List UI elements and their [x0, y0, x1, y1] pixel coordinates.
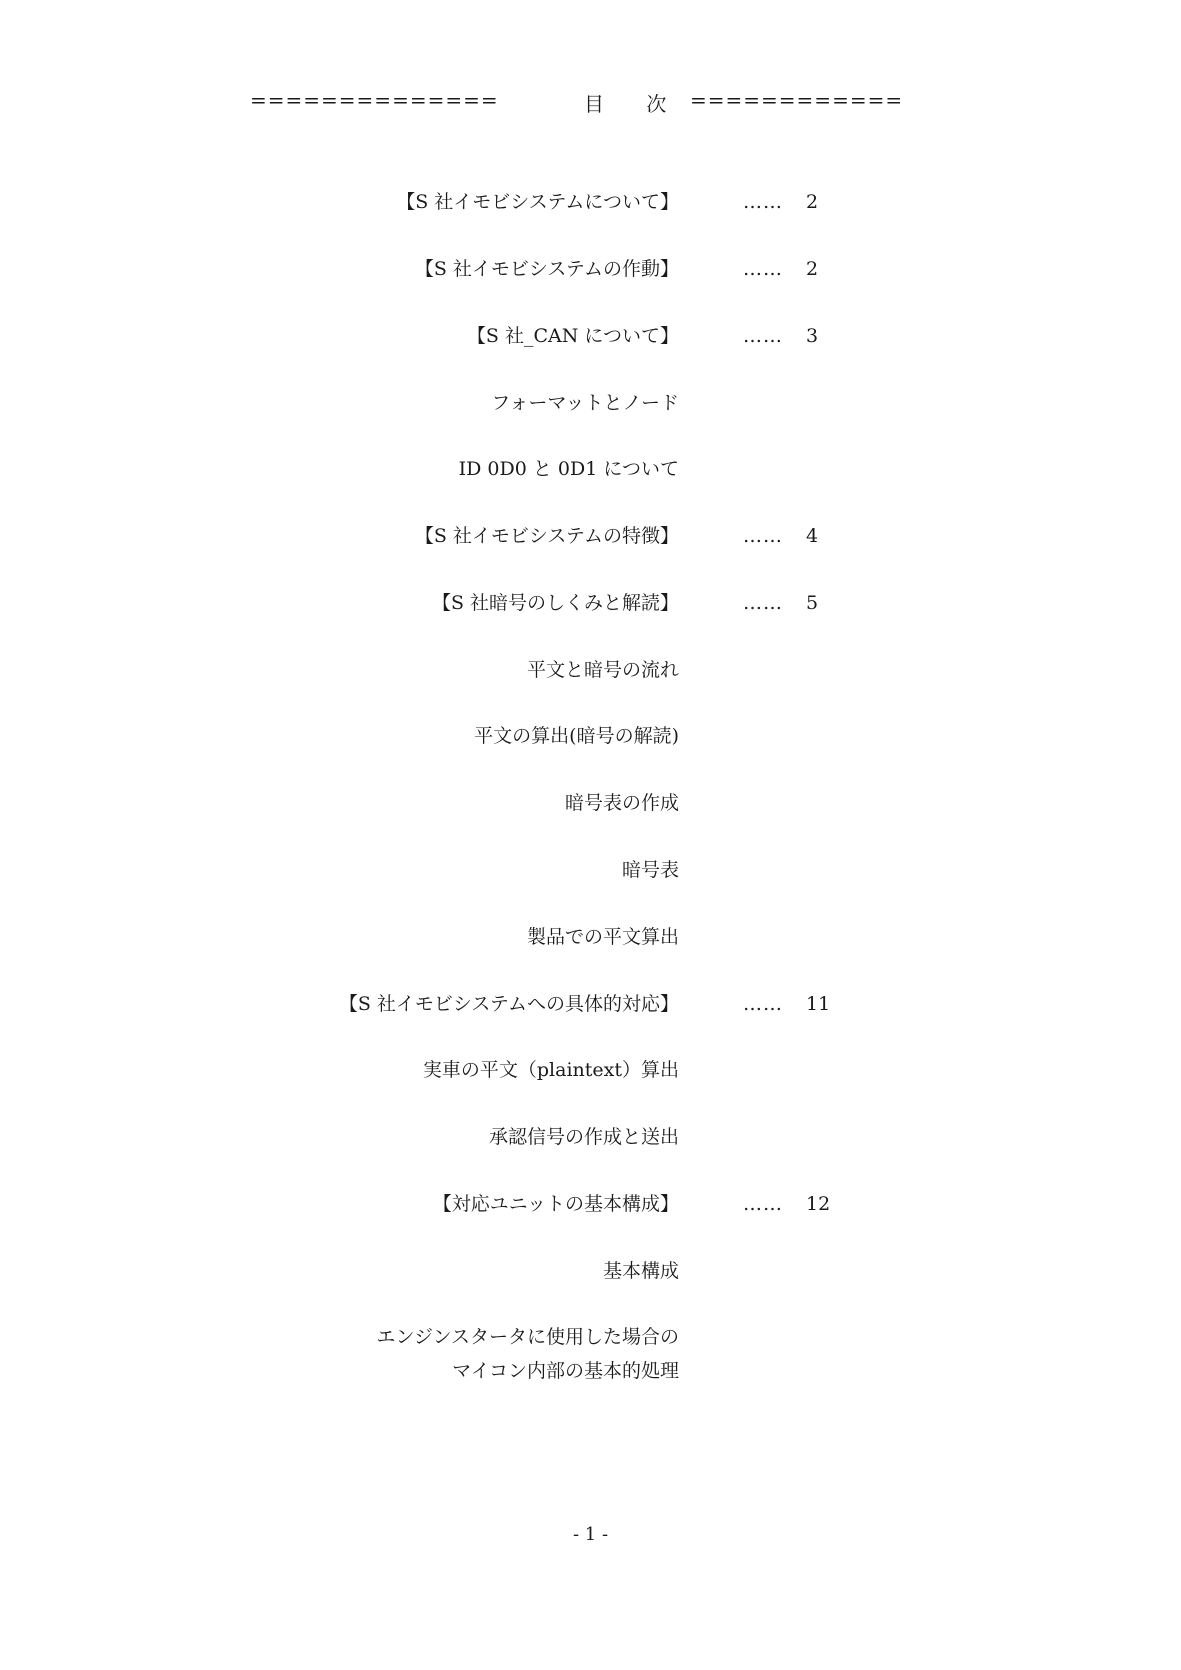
toc-entry — [0, 987, 1181, 1021]
toc-entry-label-line1: エンジンスタータに使用した場合の — [376, 1326, 679, 1348]
toc-entry — [0, 519, 1181, 553]
toc-entry-label: 平文と暗号の流れ — [526, 659, 679, 681]
toc-page-number: 4 — [806, 525, 819, 547]
toc-entry — [0, 319, 1181, 353]
toc-entry-label: 暗号表 — [621, 859, 679, 881]
toc-subentry — [0, 452, 1181, 486]
toc-entry-label — [377, 1320, 679, 1388]
toc-leader-dots: …… — [743, 993, 783, 1015]
toc-subentry — [0, 920, 1181, 954]
toc-entry-label: 【S 社_CAN について】 — [466, 325, 679, 347]
toc-entry — [0, 586, 1181, 620]
header-rule-left: ============== — [250, 88, 499, 112]
toc-subentry — [0, 1053, 1181, 1087]
toc-entry-label: 【S 社イモビシステムについて】 — [396, 191, 679, 213]
toc-leader-dots: …… — [743, 1193, 783, 1215]
toc-page-number: 2 — [806, 191, 819, 213]
toc-entry-label: フォーマットとノード — [491, 392, 679, 414]
toc-entry-label: 平文の算出(暗号の解読) — [474, 725, 679, 747]
toc-subentry — [0, 1254, 1181, 1288]
toc-entry-label: 【S 社イモビシステムの特徴】 — [414, 525, 679, 547]
toc-subentry — [0, 653, 1181, 687]
toc-title: 目 次 — [584, 92, 685, 116]
toc-subentry — [0, 386, 1181, 420]
toc-leader-dots: …… — [743, 258, 783, 280]
toc-entry-label: 製品での平文算出 — [526, 926, 679, 948]
toc-subentry — [0, 1120, 1181, 1154]
toc-entry-label: 【対応ユニットの基本構成】 — [432, 1193, 679, 1215]
page-number-footer: - 1 - — [572, 1524, 609, 1545]
toc-page-number: 11 — [806, 993, 831, 1015]
toc-subentry — [0, 786, 1181, 820]
toc-subentry — [0, 719, 1181, 753]
toc-entry-label: ID 0D0 と 0D1 について — [458, 458, 679, 480]
toc-subentry — [0, 853, 1181, 887]
toc-entry — [0, 1187, 1181, 1221]
toc-entry-label: 暗号表の作成 — [564, 792, 679, 814]
toc-page-number: 5 — [806, 592, 819, 614]
toc-entry-label: 【S 社イモビシステムの作動】 — [414, 258, 679, 280]
header-rule-right: ============ — [690, 88, 904, 112]
toc-entry — [0, 252, 1181, 286]
toc-entry-label: 【S 社暗号のしくみと解読】 — [431, 592, 679, 614]
toc-entry-label: 実車の平文（plaintext）算出 — [422, 1059, 679, 1081]
toc-entry-label: 基本構成 — [602, 1260, 679, 1282]
toc-subentry-multiline — [0, 1320, 1181, 1390]
toc-leader-dots: …… — [743, 325, 783, 347]
toc-leader-dots: …… — [743, 525, 783, 547]
toc-entry-label: 【S 社イモビシステムへの具体的対応】 — [338, 993, 679, 1015]
toc-page-number: 12 — [806, 1193, 831, 1215]
toc-leader-dots: …… — [743, 191, 783, 213]
toc-entry-label: 承認信号の作成と送出 — [488, 1126, 679, 1148]
toc-leader-dots: …… — [743, 592, 783, 614]
toc-entry — [0, 185, 1181, 219]
toc-page-number: 3 — [806, 325, 819, 347]
toc-page-number: 2 — [806, 258, 819, 280]
toc-entry-label-line2: マイコン内部の基本的処理 — [452, 1360, 679, 1382]
